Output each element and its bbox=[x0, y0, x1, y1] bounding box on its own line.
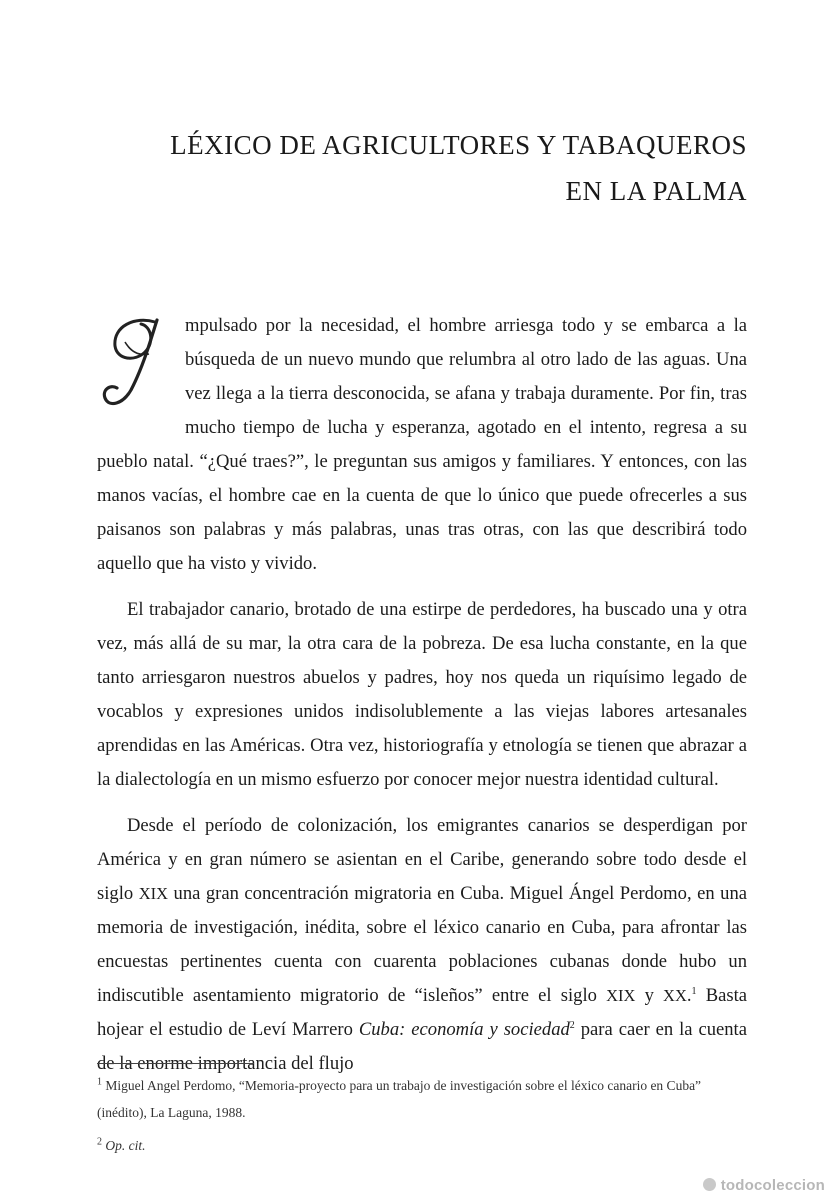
body-text bbox=[97, 309, 747, 1093]
footnotes bbox=[97, 1072, 747, 1165]
paragraph-3-text-e: para caer en la cuenta de la enorme importancia del flujo bbox=[97, 1019, 747, 1074]
paragraph-2: El trabajador canario, brotado de una estirpe de perdedores, ha buscado una y otra vez, más allá de su mar, la otra cara de la pobreza. De esa lucha constante, en la que tanto arriesgaron nuestros abuelos y padres, hoy nos queda un riquísimo legado de vocablos y expresiones unidos indisolublemente a las viejas labores artesanales aprendidas en las Américas. Otra vez, historiografía y etnología se tienen que abrazar a la dialectología en un mismo esfuerzo por conocer mejor nuestra identidad cultural. bbox=[97, 599, 747, 790]
century-xix-2: XIX bbox=[606, 986, 636, 1005]
paragraph-3-text-c: y bbox=[635, 985, 664, 1006]
century-xx: XX bbox=[663, 986, 687, 1005]
chapter-title-line-1: LÉXICO DE AGRICULTORES Y TABAQUEROS bbox=[170, 130, 747, 160]
footnote-2-mark: 2 bbox=[97, 1136, 102, 1148]
paragraph-1 bbox=[97, 309, 747, 581]
footnote-1 bbox=[97, 1072, 747, 1126]
paragraph-1-text: mpulsado por la necesidad, el hombre arriesga todo y se embarca a la búsqueda de un nuevo mundo que relumbra al otro lado de las aguas. Una vez llega a la tierra desconocida, se afana y trabaja duramente. Por fin, tras mucho tiempo de lucha y esperanza, agotado en el intento, regresa a su pueblo natal. “¿Qué traes?”, le preguntan sus amigos y familiares. Y entonces, con las manos vacías, el hombre cae en la cuenta de que lo único que puede ofrecerles a sus paisanos son palabras y más palabras, unas tras otras, con las que describirá todo aquello que ha visto y vivido. bbox=[97, 315, 747, 574]
paragraph-3-text-d: Basta hojear el estudio de Leví Marrero bbox=[97, 985, 748, 1040]
watermark-text: todocoleccion bbox=[720, 1177, 825, 1194]
drop-cap-initial-i bbox=[95, 312, 175, 414]
century-xix: XIX bbox=[138, 884, 169, 903]
watermark-dot-icon bbox=[703, 1178, 716, 1191]
footnote-2-text: Op. cit. bbox=[105, 1138, 146, 1153]
book-title: Cuba: economía y sociedad bbox=[358, 1019, 570, 1040]
watermark-logo bbox=[703, 1177, 825, 1194]
footnote-divider bbox=[97, 1063, 254, 1064]
paragraph-3: Desde el período de colonización, los emigrantes canarios se desperdigan por América y en gran número se asientan en el Caribe, generando sobre todo desde el siglo XIX una gran concentración migratoria en Cuba. Miguel Ángel Perdomo, en una memoria de investigación, inédita, sobre el léxico canario en Cuba, para afrontar las encuestas pertinentes cuenta con cuarenta poblaciones cubanas donde hubo un indiscutible asentamiento migratorio de “isleños” entre el siglo XIX y XX.$^1$ Basta hojear el estudio de Leví Marrero Cuba: economía y sociedad$^2$ para caer en la cuenta de la enorme importancia del flujo bbox=[97, 815, 748, 1074]
footnote-ref-1: 1 bbox=[691, 985, 697, 997]
drop-cap-glyph bbox=[95, 312, 175, 414]
paragraph-3-text-a: Desde el período de colonización, los emigrantes canarios se desperdigan por América y en gran número se asientan en el Caribe, generando sobre todo desde el siglo bbox=[97, 815, 747, 904]
footnote-1-mark: 1 bbox=[97, 1076, 102, 1088]
chapter-title bbox=[87, 122, 747, 214]
footnote-2 bbox=[97, 1132, 747, 1159]
footnote-ref-2: 2 bbox=[569, 1019, 575, 1031]
paragraph-3-text-b: una gran concentración migratoria en Cuba. Miguel Ángel Perdomo, en una memoria de investigación, inédita, sobre el léxico canario en Cuba, para afrontar las encuestas pertinentes cuenta con cuarenta poblaciones cubanas donde hubo un indiscutible asentamiento migratorio de “isleños” entre el siglo bbox=[97, 883, 748, 1006]
footnote-1-text: Miguel Angel Perdomo, “Memoria-proyecto para un trabajo de investigación sobre el léxico canario en Cuba” (inédito), La Laguna, 1988. bbox=[97, 1078, 702, 1120]
chapter-title-line-2: EN LA PALMA bbox=[565, 176, 747, 206]
